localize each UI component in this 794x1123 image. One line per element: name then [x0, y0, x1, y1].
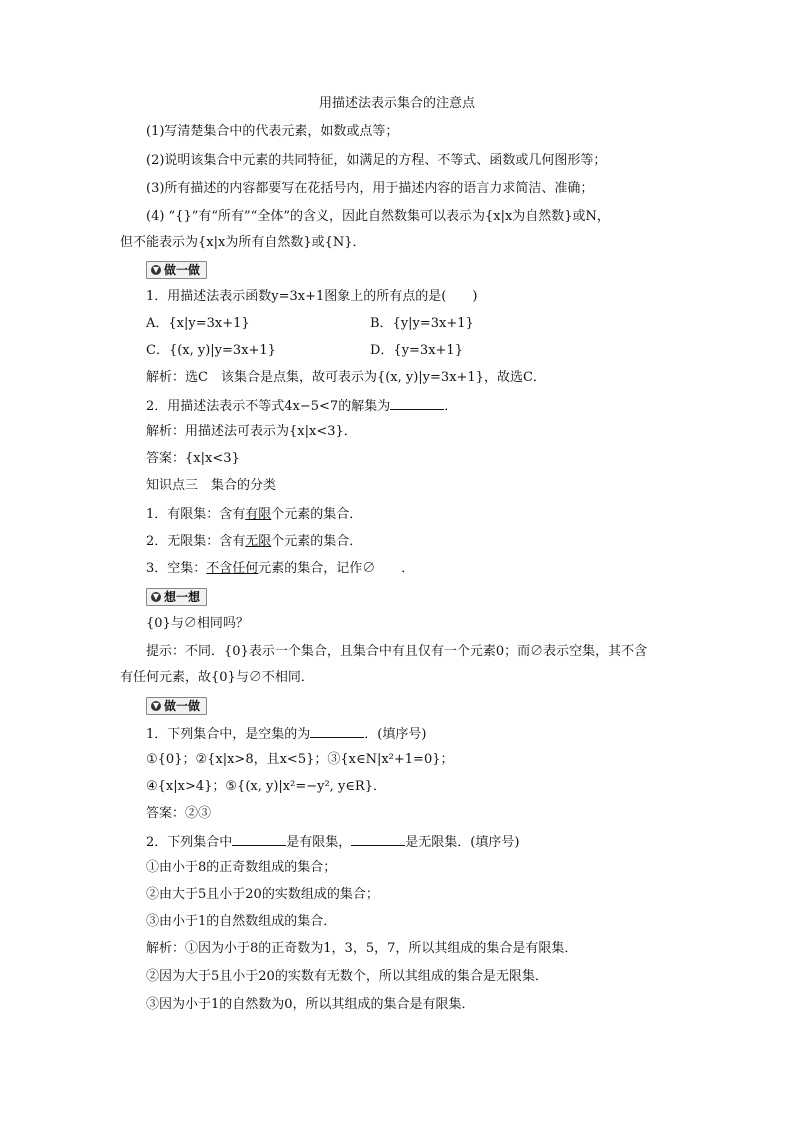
option-a: A．{x|y=3x+1} [146, 316, 250, 331]
finite-pre: 1．有限集：含有 [146, 507, 246, 522]
think-answer-2: 有任何元素，故{0}与∅不相同． [120, 670, 314, 685]
think-question: {0}与∅相同吗？ [146, 616, 249, 631]
answer-blank [390, 397, 444, 410]
question-2 [146, 397, 457, 415]
answer-2: 答案：{x|x<3} [146, 451, 240, 466]
badge-label: 想一想 [164, 590, 201, 604]
chevron-down-icon: ▼ [152, 592, 160, 601]
question-2-text: 2．用描述法表示不等式4x−5<7的解集为 [146, 399, 391, 414]
question-4-end: 是无限集．(填序号) [405, 835, 520, 850]
note-2: (2)说明该集合中元素的共同特征，如满足的方程、不等式、函数或几何图形等； [146, 153, 607, 168]
empty-pre: 3．空集： [146, 561, 207, 576]
question-3-end: ．(填序号) [364, 727, 427, 742]
explain-1: 解析：①因为小于8的正奇数为1，3，5，7，所以其组成的集合是有限集． [146, 941, 578, 956]
finite-underlined: 有限 [245, 507, 272, 522]
empty-post: 元素的集合，记作∅ ． [258, 561, 415, 576]
answer-blank [232, 833, 286, 846]
question-3 [146, 725, 426, 743]
badge-label: 做一做 [164, 699, 201, 713]
knowledge-heading: 知识点三 集合的分类 [146, 478, 277, 493]
question-4 [146, 833, 519, 851]
infinite-set-line [146, 534, 362, 550]
option-d: D．{y=3x+1} [370, 343, 463, 358]
infinite-underlined: 无限 [245, 534, 272, 549]
badge-do-2 [146, 697, 207, 715]
badge-think [146, 588, 207, 606]
chevron-down-icon: ▼ [152, 701, 160, 710]
question-3-options-2: ④{x|x>4}；⑤{(x, y)|x²=−y², y∈R}． [146, 779, 386, 794]
question-4-text: 2．下列集合中 [146, 835, 233, 850]
question-1: 1．用描述法表示函数y=3x+1图象上的所有点的是( ) [146, 289, 478, 304]
item-1: ①由小于8的正奇数组成的集合； [146, 860, 337, 875]
answer-blank [351, 833, 405, 846]
note-1: (1)写清楚集合中的代表元素，如数或点等； [146, 124, 399, 139]
finite-post: 个元素的集合． [271, 507, 363, 522]
finite-set-line [146, 507, 362, 523]
note-3: (3)所有描述的内容都要写在花括号内，用于描述内容的语言力求简洁、准确； [146, 181, 594, 196]
question-2-end: ． [444, 399, 458, 414]
item-3: ③由小于1的自然数组成的集合． [146, 914, 337, 929]
option-c: C．{(x, y)|y=3x+1} [146, 343, 276, 358]
answer-3: 答案：②③ [146, 806, 212, 821]
think-answer-1: 提示：不同．{0}表示一个集合，且集合中有且仅有一个元素0；而∅表示空集，其不含 [146, 644, 648, 659]
note-5: 但不能表示为{x|x为所有自然数}或{N}． [120, 235, 366, 250]
chevron-down-icon: ▼ [152, 265, 160, 274]
empty-set-line [146, 561, 414, 577]
badge-do-1 [146, 261, 207, 279]
option-b: B．{y|y=3x+1} [370, 316, 474, 331]
infinite-post: 个元素的集合． [271, 534, 363, 549]
question-4-mid: 是有限集， [286, 835, 352, 850]
explain-3: ③因为小于1的自然数为0，所以其组成的集合是有限集． [146, 997, 475, 1012]
analysis-1: 解析：选C 该集合是点集，故可表示为{(x, y)|y=3x+1}，故选C． [146, 370, 546, 385]
note-4: (4) “{}”有“所有”“全体”的含义，因此自然数集可以表示为{x|x为自然数}或N， [146, 209, 610, 224]
empty-underlined: 不含任何 [206, 561, 259, 576]
page-title: 用描述法表示集合的注意点 [318, 96, 475, 111]
explain-2: ②因为大于5且小于20的实数有无数个，所以其组成的集合是无限集． [146, 969, 548, 984]
answer-blank [310, 725, 364, 738]
infinite-pre: 2．无限集：含有 [146, 534, 246, 549]
question-3-text: 1．下列集合中，是空集的为 [146, 727, 311, 742]
question-3-options-1: ①{0}；②{x|x>8，且x<5}；③{x∈N|x²+1=0}； [146, 752, 454, 767]
analysis-2: 解析：用描述法可表示为{x|x<3}． [146, 424, 357, 439]
badge-label: 做一做 [164, 263, 201, 277]
item-2: ②由大于5且小于20的实数组成的集合； [146, 887, 379, 902]
